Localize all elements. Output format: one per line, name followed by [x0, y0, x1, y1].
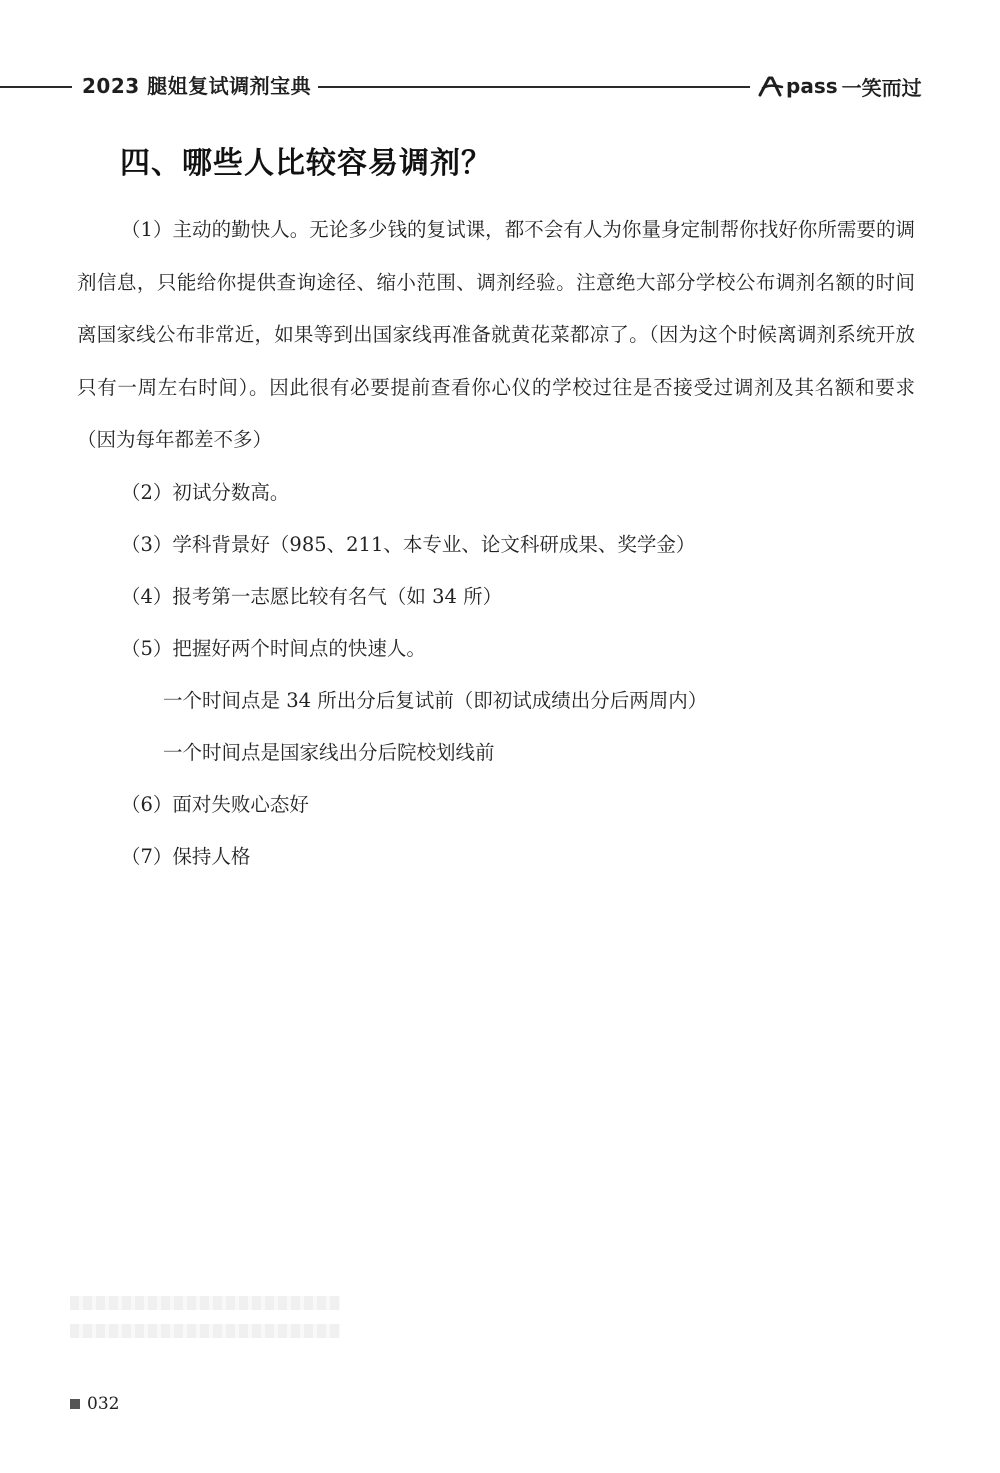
- list-item-5: （5）把握好两个时间点的快速人。: [121, 636, 426, 660]
- header-rule-middle: [318, 86, 750, 88]
- list-item-3: （3）学科背景好（985、211、本专业、论文科研成果、奖学金）: [121, 532, 696, 556]
- list-item-6: （6）面对失败心态好: [121, 792, 309, 816]
- section-body: [77, 204, 915, 883]
- brand: [758, 72, 922, 100]
- page-marker-icon: [70, 1399, 80, 1409]
- page-footer: [70, 1394, 119, 1414]
- sub-item-2: 一个时间点是国家线出分后院校划线前: [163, 740, 495, 764]
- print-through-mark: [70, 1324, 340, 1338]
- print-through-mark: [70, 1296, 340, 1310]
- page-number: 032: [87, 1394, 120, 1414]
- header-rule-left: [0, 86, 72, 88]
- section-title: 四、哪些人比较容易调剂？: [120, 146, 492, 181]
- brand-logo-icon: [758, 75, 784, 97]
- list-item-7: （7）保持人格: [121, 844, 251, 868]
- list-item-2: （2）初试分数高。: [121, 480, 290, 504]
- book-title: 2023 腿姐复试调剂宝典: [82, 74, 312, 98]
- list-item-1: （1）主动的勤快人。无论多少钱的复试课，都不会有人为你量身定制帮你找好你所需要的调剂信息，只能给你提供查询途径、缩小范围、调剂经验。注意绝大部分学校公布调剂名额的时间离国家线公布非常近，如果等到出国家线再准备就黄花菜都凉了。（因为这个时候离调剂系统开放只有一周左右时间）。因此很有必要提前查看你心仪的学校过往是否接受过调剂及其名额和要求（因为每年都差不多）: [77, 218, 915, 451]
- list-item-4: （4）报考第一志愿比较有名气（如 34 所）: [121, 584, 503, 608]
- brand-tagline: 一笑而过: [841, 75, 922, 100]
- brand-logo-text: pass: [786, 74, 838, 98]
- sub-item-1: 一个时间点是 34 所出分后复试前（即初试成绩出分后两周内）: [163, 688, 708, 712]
